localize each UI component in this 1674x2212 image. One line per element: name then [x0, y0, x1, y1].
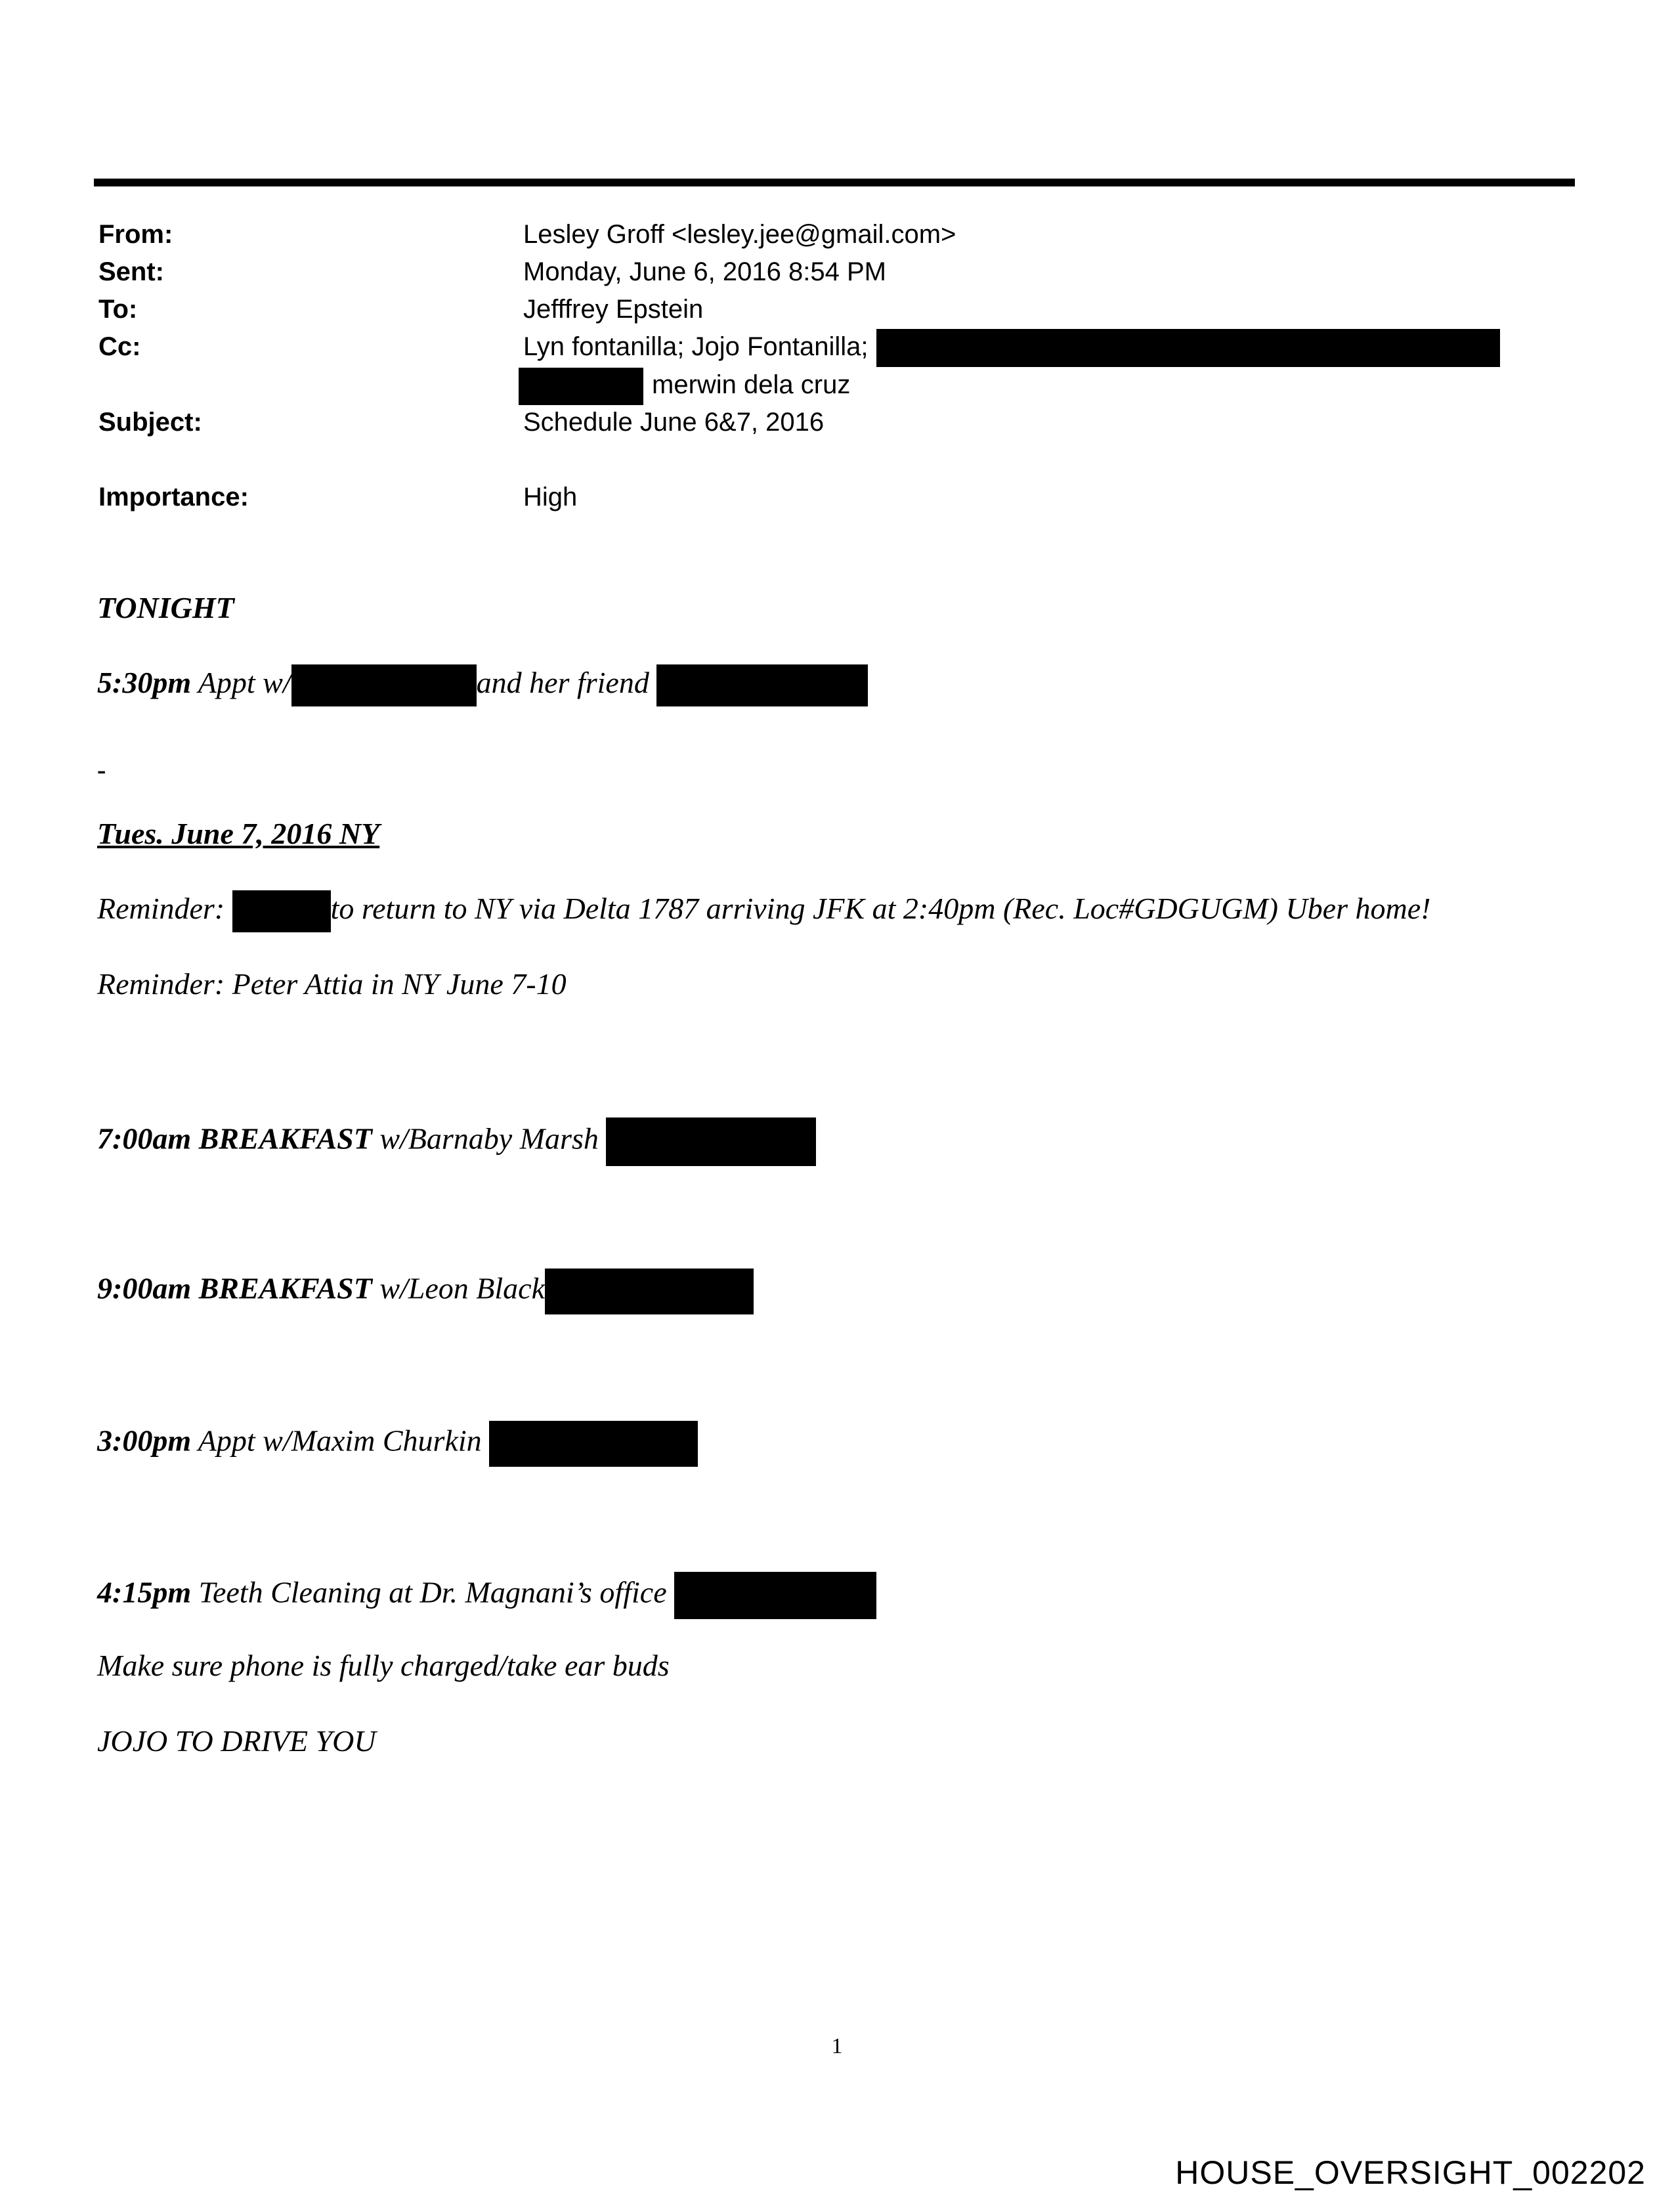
redaction-box — [606, 1117, 816, 1166]
sent-label: Sent: — [98, 257, 164, 286]
importance-value: High — [523, 483, 578, 511]
note-line-1: Make sure phone is fully charged/take ear buds — [97, 1649, 670, 1682]
redaction-box — [876, 329, 1500, 367]
bates-stamp: HOUSE_OVERSIGHT_002202 — [1175, 2154, 1646, 2191]
redaction-box — [291, 664, 477, 706]
header-rule — [94, 179, 1575, 186]
redaction-box — [656, 664, 868, 706]
redaction-box — [489, 1421, 698, 1467]
dash-separator: - — [97, 755, 106, 785]
page-number: 1 — [831, 2034, 843, 2058]
reminder-line-1: Reminder: to return to NY via Delta 1787 arriving JFK at 2:40pm (Rec. Loc#GDGUGM) Uber home! — [97, 890, 1430, 932]
breakfast-line-1: 7:00am BREAKFAST w/Barnaby Marsh — [97, 1117, 816, 1166]
note-line-2: JOJO TO DRIVE YOU — [97, 1724, 376, 1758]
sent-value: Monday, June 6, 2016 8:54 PM — [523, 257, 886, 286]
redaction-box — [674, 1572, 876, 1619]
subject-value: Schedule June 6&7, 2016 — [523, 408, 825, 437]
cc-value-line2: merwin dela cruz — [652, 370, 851, 399]
cc-label: Cc: — [98, 332, 141, 361]
appt-line-3: 4:15pm Teeth Cleaning at Dr. Magnani’s office — [97, 1572, 876, 1619]
redaction-box — [545, 1269, 754, 1314]
reminder-line-2: Reminder: Peter Attia in NY June 7-10 — [97, 967, 567, 1001]
importance-label: Importance: — [98, 483, 249, 511]
to-label: To: — [98, 295, 138, 324]
appt-time: 5:30pm — [97, 666, 192, 699]
date-heading: Tues. June 7, 2016 NY — [97, 817, 380, 850]
subject-label: Subject: — [98, 408, 202, 437]
redaction-box — [519, 368, 643, 405]
redaction-box — [232, 890, 331, 932]
appt-line-2: 3:00pm Appt w/Maxim Churkin — [97, 1421, 698, 1467]
from-label: From: — [98, 220, 173, 249]
breakfast-line-2: 9:00am BREAKFAST w/Leon Black — [97, 1269, 754, 1314]
from-value: Lesley Groff <lesley.jee@gmail.com> — [523, 220, 956, 249]
tonight-heading: TONIGHT — [97, 591, 234, 624]
appt-line-1: 5:30pm Appt w/ and her friend — [97, 664, 868, 706]
to-value: Jefffrey Epstein — [523, 295, 704, 324]
cc-value-line1: Lyn fontanilla; Jojo Fontanilla; — [523, 332, 869, 361]
